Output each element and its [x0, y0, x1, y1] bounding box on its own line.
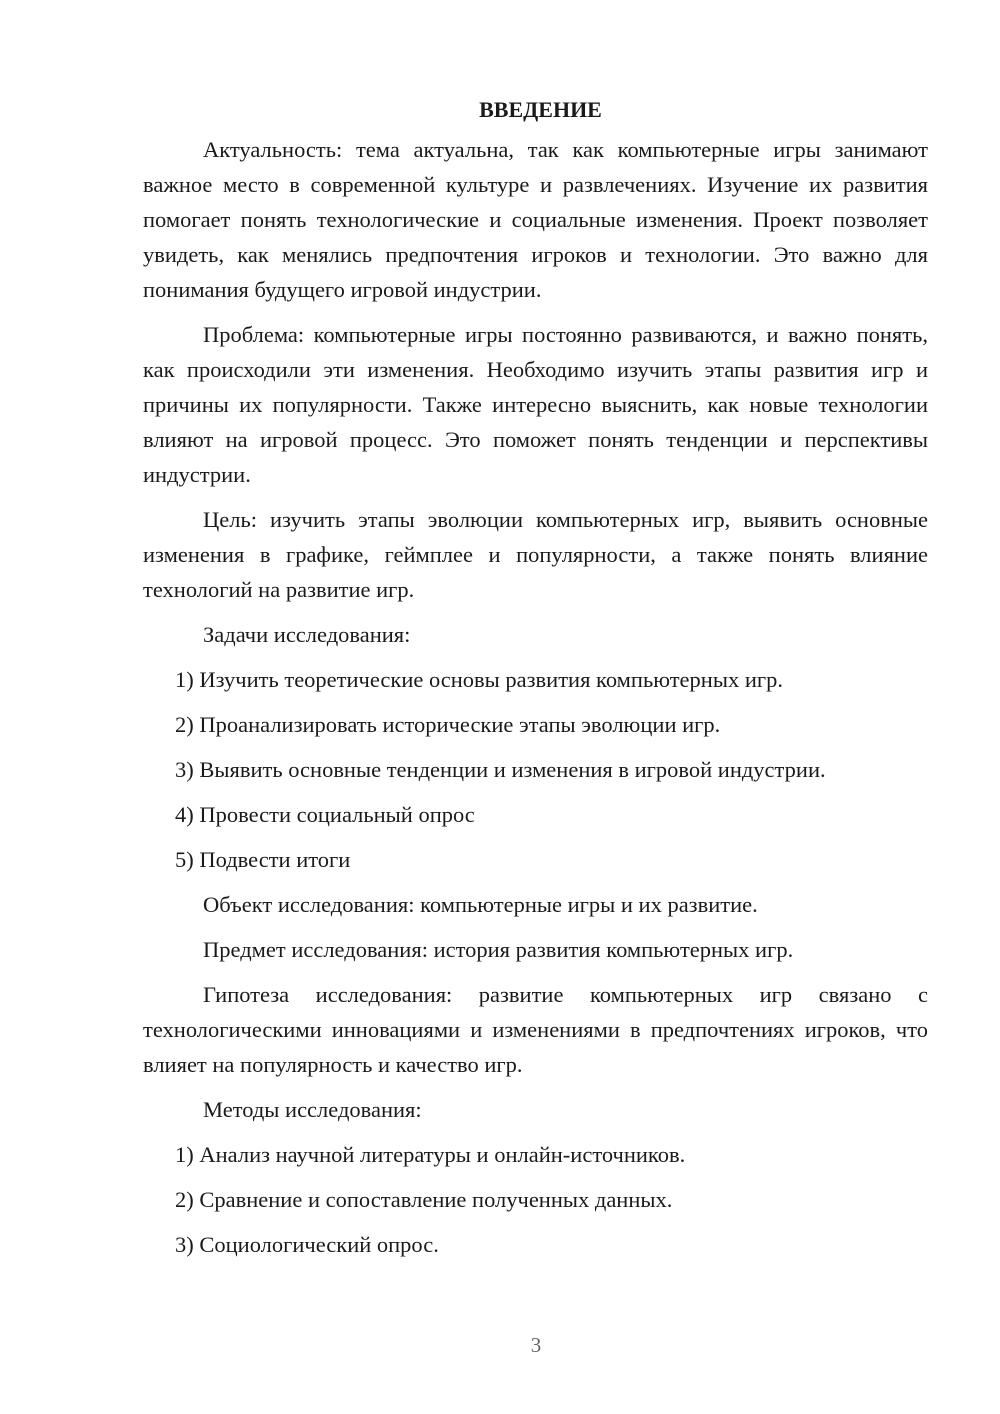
tasks-heading: Задачи исследования:	[203, 622, 411, 647]
problem-paragraph: Проблема: компьютерные игры постоянно развиваются, и важно понять, как происходили эти изменения. Необходимо изучить этапы развития игр и причины их популярности. Также интересно выяснить, как новые технологии влияют на игровой процесс. Это поможет понять тенденции и перспективы индустрии.	[143, 322, 928, 487]
relevance-paragraph: Актуальность: тема актуальна, так как компьютерные игры занимают важное место в современной культуре и развлечениях. Изучение их развития помогает понять технологические и социальные изменения. Проект позволяет увидеть, как менялись предпочтения игроков и технологии. Это важно для понимания будущего игровой индустрии.	[143, 137, 928, 302]
page-number: 3	[530, 1333, 542, 1357]
list-item: 4) Провести социальный опрос	[175, 802, 475, 827]
list-item: 3) Выявить основные тенденции и изменения в игровой индустрии.	[175, 757, 826, 782]
list-item: 1) Анализ научной литературы и онлайн-источников.	[175, 1142, 686, 1167]
list-item: 1) Изучить теоретические основы развития компьютерных игр.	[175, 667, 783, 692]
list-item: 3) Социологический опрос.	[175, 1232, 439, 1257]
methods-heading: Методы исследования:	[203, 1097, 422, 1122]
methods-list	[143, 1137, 928, 1262]
goal-paragraph: Цель: изучить этапы эволюции компьютерных игр, выявить основные изменения в графике, геймплее и популярности, а также понять влияние технологий на развитие игр.	[143, 507, 928, 602]
hypothesis-paragraph: Гипотеза исследования: развитие компьютерных игр связано с технологическими инновациями и изменениями в предпочтениях игроков, что влияет на популярность и качество игр.	[143, 982, 928, 1077]
list-item: 5) Подвести итоги	[175, 847, 351, 872]
object-line: Объект исследования: компьютерные игры и их развитие.	[203, 892, 758, 917]
page-title: ВВЕДЕНИЕ	[479, 97, 602, 122]
list-item: 2) Проанализировать исторические этапы эволюции игр.	[175, 712, 721, 737]
list-item: 2) Сравнение и сопоставление полученных данных.	[175, 1187, 673, 1212]
subject-line: Предмет исследования: история развития компьютерных игр.	[203, 937, 794, 962]
tasks-list	[143, 662, 928, 877]
